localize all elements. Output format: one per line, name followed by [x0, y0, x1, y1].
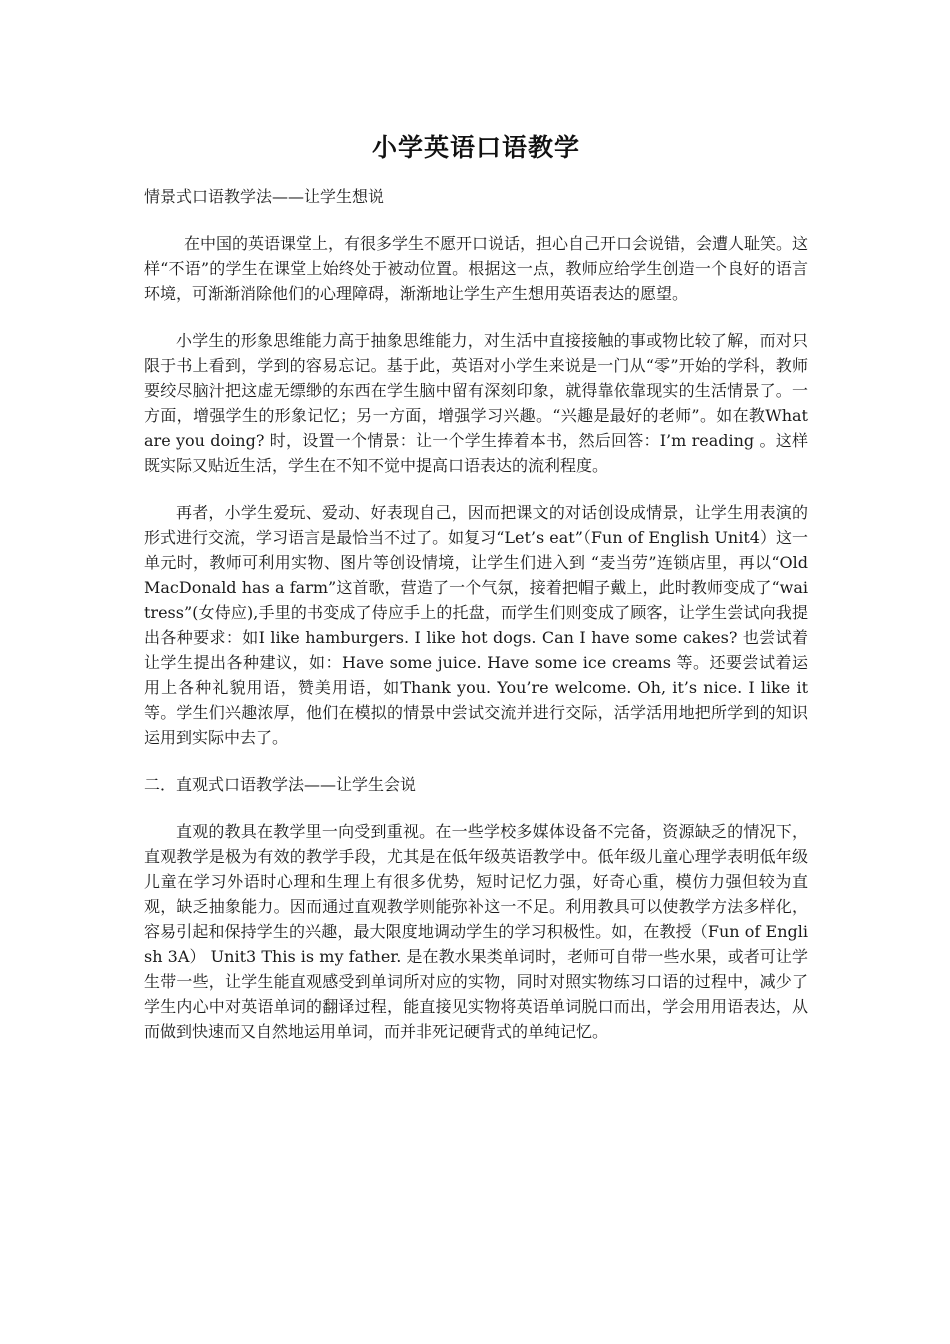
document-title: 小学英语口语教学 [371, 133, 580, 162]
paragraph-4: 直观的教具在教学里一向受到重视。在一些学校多媒体设备不完备，资源缺乏的情况下，直观教学是极为有效的教学手段，尤其是在低年级英语教学中。低年级儿童心理学表明低年级儿童在学习外语时心理和生理上有很多优势，短时记忆力强，好奇心重，模仿力强但较为直观，缺乏抽象能力。因而通过直观教学则能弥补这一不足。利用教具可以使教学方法多样化，容易引起和保持学生的兴趣，最大限度地调动学生的学习积极性。如，在教授（Fun of English 3A） Unit3 This is my father. 是在教水果类单词时，老师可自带一些水果，或者可让学生带一些，让学生能直观感受到单词所对应的实物，同时对照实物练习口语的过程中，减少了学生内心中对英语单词的翻译过程，能直接见实物将英语单词脱口而出，学会用用语表达，从而做到快速而又自然地运用单词，而并非死记硬背式的单纯记忆。 [144, 822, 808, 1041]
paragraph-3: 再者，小学生爱玩、爱动、好表现自己，因而把课文的对话创设成情景，让学生用表演的形式进行交流，学习语言是最恰当不过了。如复习“Let’s eat”（Fun of English Unit4）这一单元时，教师可利用实物、图片等创设情境，让学生们进入到 “麦当劳”连锁店里，再以“Old MacDonald has a farm”这首歌，营造了一个气氛，接着把帽子戴上，此时教师变成了“waitress”(女侍应),手里的书变成了侍应手上的托盘，而学生们则变成了顾客，让学生尝试向我提出各种要求：如I like hamburgers. I like hot dogs. Can I have some cakes? 也尝试着让学生提出各种建议，如：Have some juice. Have some ice creams 等。还要尝试着运用上各种礼貌用语，赞美用语，如Thank you. You’re welcome. Oh, it’s nice. I like it 等。学生们兴趣浓厚，他们在模拟的情景中尝试交流并进行交际，活学活用地把所学到的知识运用到实际中去了。 [144, 503, 808, 747]
section-heading-2: 二．直观式口语教学法——让学生会说 [144, 775, 417, 794]
paragraph-2: 小学生的形象思维能力高于抽象思维能力，对生活中直接接触的事或物比较了解，而对只限于书上看到，学到的容易忘记。基于此，英语对小学生来说是一门从“零”开始的学科，教师要绞尽脑汁把这虚无缥缈的东西在学生脑中留有深刻印象，就得靠依靠现实的生活情景了。一方面，增强学生的形象记忆；另一方面，增强学习兴趣。“兴趣是最好的老师”。如在教What are you doing? 时，设置一个情景：让一个学生捧着本书，然后回答：I’m reading 。这样既实际又贴近生活，学生在不知不觉中提高口语表达的流利程度。 [144, 331, 808, 475]
document-page [144, 128, 808, 1066]
paragraph-1: 在中国的英语课堂上，有很多学生不愿开口说话，担心自己开口会说错，会遭人耻笑。这样“不语”的学生在课堂上始终处于被动位置。根据这一点，教师应给学生创造一个良好的语言环境，可渐渐消除他们的心理障碍，渐渐地让学生产生想用英语表达的愿望。 [144, 234, 809, 303]
section-heading-1: 情景式口语教学法——让学生想说 [144, 187, 385, 206]
